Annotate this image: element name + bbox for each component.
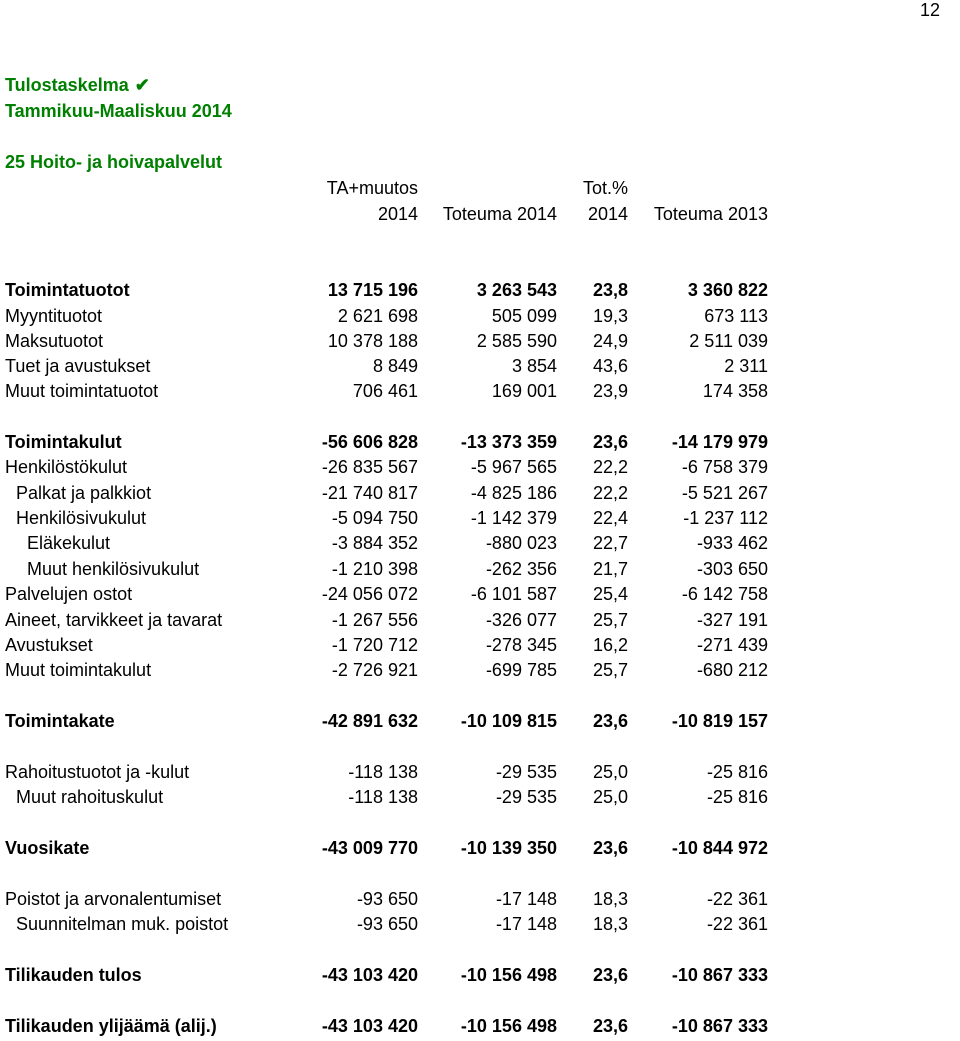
table-row [0,1016,960,1041]
toteuma-2013-value: -6 142 758 [681,584,768,604]
row-label: Maksutuotot [5,331,104,351]
report-title [5,75,150,96]
toteuma-2014-value: -1 142 379 [470,508,557,528]
toteuma-2013-value: -25 816 [706,762,768,782]
tot-pct-value: 23,6 [592,1016,628,1036]
tot-pct-value: 22,4 [592,508,628,528]
tot-pct-value: 22,2 [592,483,628,503]
toteuma-2014-value: 169 001 [491,381,557,401]
table-row [0,762,960,787]
ta-muutos-value: 8 849 [372,356,418,376]
ta-muutos-value: -56 606 828 [321,432,418,452]
ta-muutos-value: -1 720 712 [331,635,418,655]
ta-muutos-value: -43 009 770 [321,838,418,858]
toteuma-2014-value: -880 023 [485,533,557,553]
row-label: Henkilösivukulut [16,508,147,528]
tot-pct-value: 25,7 [592,610,628,630]
tot-pct-value: 19,3 [592,306,628,326]
table-row [0,381,960,406]
row-label: Poistot ja arvonalentumiset [5,889,222,909]
row-label: Aineet, tarvikkeet ja tavarat [5,610,223,630]
tot-pct-value: 23,6 [592,965,628,985]
table-row [0,838,960,863]
toteuma-2013-value: -5 521 267 [681,483,768,503]
table-row [0,432,960,457]
column-header-tot-pct: Tot.% [582,178,628,198]
table-row [0,457,960,482]
toteuma-2013-value: -22 361 [706,889,768,909]
toteuma-2013-value: -14 179 979 [671,432,768,452]
row-label: Tuet ja avustukset [5,356,151,376]
ta-muutos-value: -93 650 [356,889,418,909]
row-label: Tilikauden ylijäämä (alij.) [5,1016,217,1036]
row-label: Suunnitelman muk. poistot [16,914,229,934]
tot-pct-value: 25,0 [592,787,628,807]
toteuma-2013-value: 673 113 [704,306,768,326]
tot-pct-value: 21,7 [592,559,628,579]
toteuma-2014-value: 3 263 543 [476,280,557,300]
tot-pct-value: 16,2 [592,635,628,655]
row-label: Henkilöstökulut [5,457,128,477]
toteuma-2014-value: -326 077 [485,610,557,630]
toteuma-2014-value: -13 373 359 [460,432,557,452]
table-row [0,787,960,812]
table-row [0,356,960,381]
toteuma-2013-value: -10 867 333 [671,965,768,985]
toteuma-2013-value: -25 816 [706,787,768,807]
ta-muutos-value: -5 094 750 [331,508,418,528]
tot-pct-value: 43,6 [592,356,628,376]
toteuma-2014-value: -10 156 498 [460,965,557,985]
tot-pct-value: 23,6 [592,432,628,452]
ta-muutos-value: 706 461 [352,381,418,401]
ta-muutos-value: -3 884 352 [331,533,418,553]
ta-muutos-value: -118 138 [348,787,418,807]
toteuma-2014-value: -29 535 [495,762,557,782]
toteuma-2013-value: -22 361 [706,914,768,934]
toteuma-2014-value: 2 585 590 [476,331,557,351]
row-label: Muut toimintatuotot [5,381,159,401]
table-row [0,889,960,914]
ta-muutos-value: -118 138 [348,762,418,782]
row-label: Toimintatuotot [5,280,130,300]
toteuma-2013-value: -933 462 [696,533,768,553]
row-label: Palvelujen ostot [5,584,133,604]
row-label: Toimintakulut [5,432,122,452]
ta-muutos-value: 13 715 196 [327,280,418,300]
table-row [0,660,960,685]
toteuma-2014-value: -6 101 587 [470,584,557,604]
table-row [0,559,960,584]
table-row [0,331,960,356]
tot-pct-value: 23,6 [592,838,628,858]
table-row [0,711,960,736]
column-header-pct-2014: 2014 [587,204,628,224]
toteuma-2013-value: -10 819 157 [671,711,768,731]
tot-pct-value: 22,2 [592,457,628,477]
toteuma-2014-value: -262 356 [485,559,557,579]
toteuma-2013-value: 2 311 [724,356,768,376]
toteuma-2014-value: -4 825 186 [470,483,557,503]
toteuma-2013-value: -327 191 [696,610,768,630]
column-header-toteuma-2013: Toteuma 2013 [653,204,768,224]
toteuma-2013-value: -303 650 [696,559,768,579]
ta-muutos-value: 2 621 698 [337,306,418,326]
toteuma-2014-value: -10 139 350 [460,838,557,858]
tot-pct-value: 25,0 [592,762,628,782]
ta-muutos-value: -42 891 632 [321,711,418,731]
ta-muutos-value: -43 103 420 [321,1016,418,1036]
toteuma-2014-value: -5 967 565 [470,457,557,477]
toteuma-2014-value: -10 109 815 [460,711,557,731]
toteuma-2013-value: -1 237 112 [683,508,768,528]
ta-muutos-value: -93 650 [356,914,418,934]
row-label: Eläkekulut [27,533,111,553]
ta-muutos-value: -21 740 817 [321,483,418,503]
tot-pct-value: 23,6 [592,711,628,731]
row-label: Toimintakate [5,711,115,731]
table-row [0,280,960,305]
check-mark-icon: ✔ [134,75,150,95]
row-label: Muut henkilösivukulut [27,559,200,579]
table-row [0,508,960,533]
toteuma-2013-value: 3 360 822 [687,280,768,300]
report-subtitle: 25 Hoito- ja hoivapalvelut [5,152,223,172]
toteuma-2013-value: -10 844 972 [671,838,768,858]
toteuma-2014-value: 505 099 [491,306,557,326]
ta-muutos-value: -26 835 567 [321,457,418,477]
page-number: 12 [919,0,940,20]
report-period: Tammikuu-Maaliskuu 2014 [5,101,232,121]
row-label: Myyntituotot [5,306,103,326]
ta-muutos-value: 10 378 188 [327,331,418,351]
row-label: Muut toimintakulut [5,660,152,680]
row-label: Rahoitustuotot ja -kulut [5,762,190,782]
toteuma-2014-value: 3 854 [511,356,557,376]
toteuma-2014-value: -699 785 [485,660,557,680]
toteuma-2014-value: -278 345 [485,635,557,655]
tot-pct-value: 25,7 [592,660,628,680]
toteuma-2013-value: -271 439 [696,635,768,655]
table-row [0,533,960,558]
column-header-ta-muutos: TA+muutos [326,178,418,198]
tot-pct-value: 23,8 [592,280,628,300]
table-row [0,306,960,331]
toteuma-2014-value: -17 148 [495,914,557,934]
row-label: Avustukset [5,635,93,655]
toteuma-2013-value: -10 867 333 [671,1016,768,1036]
ta-muutos-value: -1 210 398 [331,559,418,579]
ta-muutos-value: -24 056 072 [321,584,418,604]
tot-pct-value: 25,4 [592,584,628,604]
toteuma-2013-value: 2 511 039 [689,331,768,351]
tot-pct-value: 22,7 [592,533,628,553]
report-title-line-1: Tulostaskelma [5,75,129,95]
row-label: Tilikauden tulos [5,965,142,985]
row-label: Muut rahoituskulut [16,787,164,807]
ta-muutos-value: -1 267 556 [331,610,418,630]
toteuma-2013-value: -680 212 [696,660,768,680]
tot-pct-value: 18,3 [592,889,628,909]
table-row [0,584,960,609]
table-row [0,635,960,660]
tot-pct-value: 18,3 [592,914,628,934]
column-header-2014: 2014 [377,204,418,224]
ta-muutos-value: -43 103 420 [321,965,418,985]
table-row [0,610,960,635]
row-label: Vuosikate [5,838,90,858]
toteuma-2013-value: -6 758 379 [681,457,768,477]
toteuma-2014-value: -29 535 [495,787,557,807]
column-header-toteuma-2014: Toteuma 2014 [442,204,557,224]
toteuma-2014-value: -10 156 498 [460,1016,557,1036]
toteuma-2014-value: -17 148 [495,889,557,909]
row-label: Palkat ja palkkiot [16,483,152,503]
table-row [0,914,960,939]
tot-pct-value: 24,9 [592,331,628,351]
ta-muutos-value: -2 726 921 [331,660,418,680]
tot-pct-value: 23,9 [592,381,628,401]
toteuma-2013-value: 174 358 [702,381,768,401]
table-row [0,483,960,508]
table-row [0,965,960,990]
